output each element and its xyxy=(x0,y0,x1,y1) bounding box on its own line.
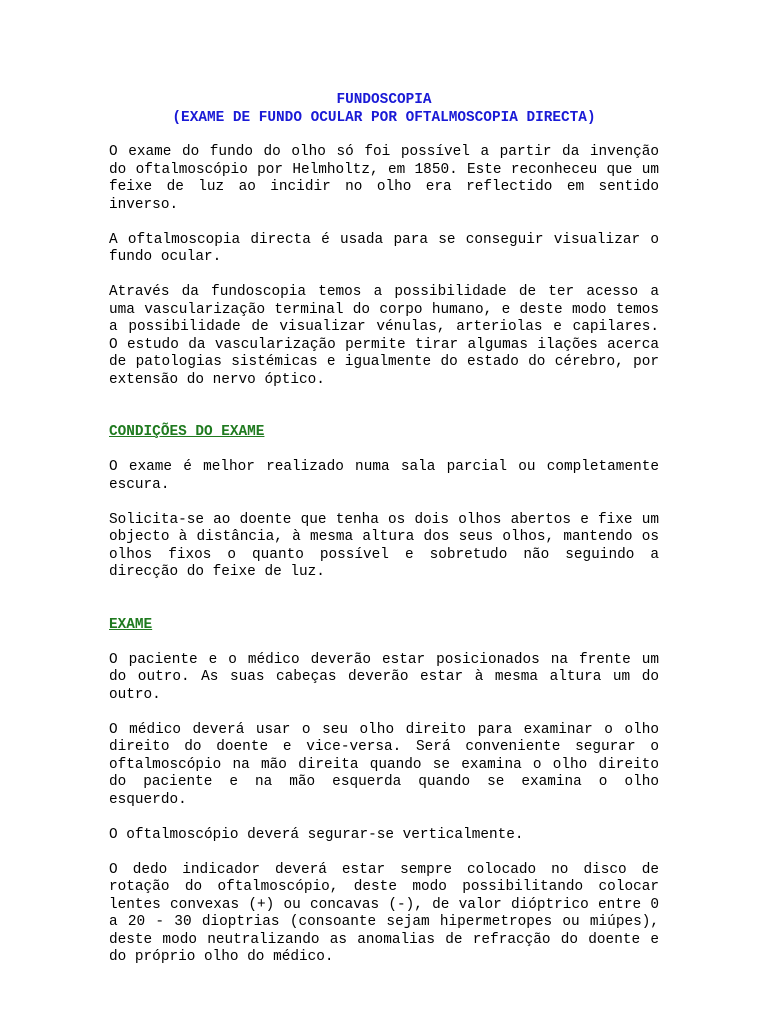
title-block xyxy=(109,92,659,127)
section-2-paragraph-1: O paciente e o médico deverão estar posicionados na frente um do outro. As suas cabeças deverão estar à mesma altura um do outro. xyxy=(109,651,659,703)
intro-paragraph-2: A oftalmoscopia directa é usada para se conseguir visualizar o fundo ocular. xyxy=(109,231,659,265)
spacer xyxy=(109,407,659,425)
document-page xyxy=(109,92,659,984)
section-heading-condicoes: CONDIÇÕES DO EXAME xyxy=(109,424,265,440)
section-2-paragraph-2: O médico deverá usar o seu olho direito para examinar o olho direito do doente e vice-versa. Será conveniente segurar o oftalmoscópio na mão direita quando se examina o olho direito do paciente e na mão esquerda quando se examina o olho esquerdo. xyxy=(109,721,659,808)
intro-paragraph-3: Através da fundoscopia temos a possibilidade de ter acesso a uma vascularização terminal do corpo humano, e deste modo temos a possibilidade de visualizar vénulas, arteriolas e capilares. O estudo da vascularização permite tirar algumas ilações acerca de patologias sistémicas e igualmente do estado do cérebro, por extensão do nervo óptico. xyxy=(109,284,659,388)
document-title: FUNDOSCOPIA xyxy=(336,92,432,108)
document-subtitle: (EXAME DE FUNDO OCULAR POR OFTALMOSCOPIA DIRECTA) xyxy=(172,109,596,126)
section-heading-exame: EXAME xyxy=(109,616,153,633)
intro-paragraph-1: O exame do fundo do olho só foi possível a partir da invenção do oftalmoscópio por Helmholtz, em 1850. Este reconheceu que um feixe de luz ao incidir no olho era reflectido em sentido inverso. xyxy=(109,144,659,213)
section-2-paragraph-4: O dedo indicador deverá estar sempre colocado no disco de rotação do oftalmoscópio, deste modo possibilitando colocar lentes convexas (+) ou concavas (-), de valor dióptrico entre 0 a 20 - 30 dioptrias (consoante sejam hipermetropes ou miúpes), deste modo neutralizando as anomalias de refracção do doente e do próprio olho do médico. xyxy=(109,861,659,965)
section-2-paragraph-3: O oftalmoscópio deverá segurar-se verticalmente. xyxy=(109,826,524,843)
spacer xyxy=(109,599,659,617)
section-1-paragraph-2: Solicita-se ao doente que tenha os dois olhos abertos e fixe um objecto à distância, à mesma altura dos seus olhos, mantendo os olhos fixos o quanto possível e sobretudo não seguindo a direcção do feixe de luz. xyxy=(109,511,659,580)
section-1-paragraph-1: O exame é melhor realizado numa sala parcial ou completamente escura. xyxy=(109,459,659,493)
